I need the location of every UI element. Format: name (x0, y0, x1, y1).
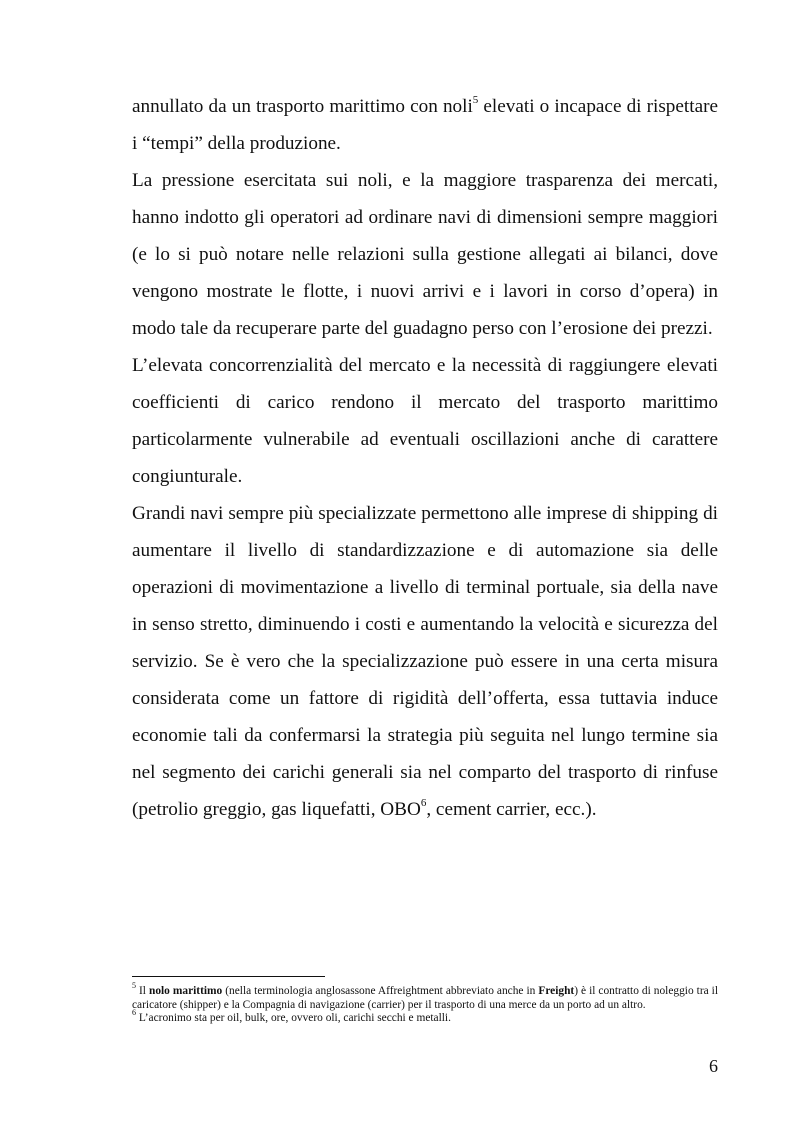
footnote-6 (132, 1008, 718, 1026)
footnotes (132, 976, 718, 1026)
paragraph-1-text-cont: elevati o incapace di rispettare i “tempi” della produzione. (132, 96, 718, 154)
paragraph-4-text-cont: , cement carrier, ecc.). (426, 799, 597, 820)
paragraph-4 (132, 495, 718, 828)
paragraph-2: La pressione esercitata sui noli, e la maggiore trasparenza dei mercati, hanno indotto gli operatori ad ordinare navi di dimensioni sempre maggiori (e lo si può notare nelle relazioni sulla gestione allegati ai bilanci, dove vengono mostrate le flotte, i nuovi arrivi e i lavori in corso d’opera) in modo tale da recuperare parte del guadagno perso con l’erosione dei prezzi. (132, 170, 718, 339)
paragraph-3: L’elevata concorrenzialità del mercato e la necessità di raggiungere elevati coefficienti di carico rendono il mercato del trasporto marittimo particolarmente vulnerabile ad eventuali oscillazioni anche di carattere congiunturale. (132, 355, 718, 487)
footnote-5-term: nolo marittimo (148, 985, 223, 997)
footnote-6-number: 6 (132, 1008, 136, 1018)
paragraph-1-text: annullato da un trasporto marittimo con noli (132, 96, 473, 117)
footnote-5-text: Il (136, 985, 149, 997)
page-body (132, 88, 718, 828)
footnote-5-text-mid: (nella terminologia anglosassone Affreightment abbreviato anche in (222, 985, 539, 997)
footnote-5-text-end: ) è il contratto di noleggio tra il caricatore (shipper) e la Compagnia di navigazione (carrier) per il trasporto di una merce da un porto ad un altro. (132, 985, 719, 1011)
footnote-ref-5[interactable]: 5 (472, 93, 479, 106)
footnote-5 (132, 981, 719, 1012)
footnote-5-term2: Freight (538, 985, 575, 997)
body-text (132, 88, 718, 828)
footnote-ref-6[interactable]: 6 (420, 796, 427, 809)
paragraph-1 (132, 88, 718, 162)
footnote-divider (132, 976, 325, 977)
page-number: 6 (709, 1056, 718, 1076)
footnote-6-text: L’acronimo sta per oil, bulk, ore, ovvero oli, carichi secchi e metalli. (136, 1012, 451, 1024)
paragraph-4-text: Grandi navi sempre più specializzate permettono alle imprese di shipping di aumentare il livello di standardizzazione e di automazione sia delle operazioni di movimentazione a livello di terminal portuale, sia della nave in senso stretto, diminuendo i costi e aumentando la velocità e sicurezza del servizio. Se è vero che la specializzazione può essere in una certa misura considerata come un fattore di rigidità dell’offerta, essa tuttavia induce economie tali da confermarsi la strategia più seguita nel lungo termine sia nel segmento dei carichi generali sia nel comparto del trasporto di rinfuse (petrolio greggio, gas liquefatti, OBO (132, 503, 718, 820)
footnote-5-number: 5 (132, 981, 136, 991)
